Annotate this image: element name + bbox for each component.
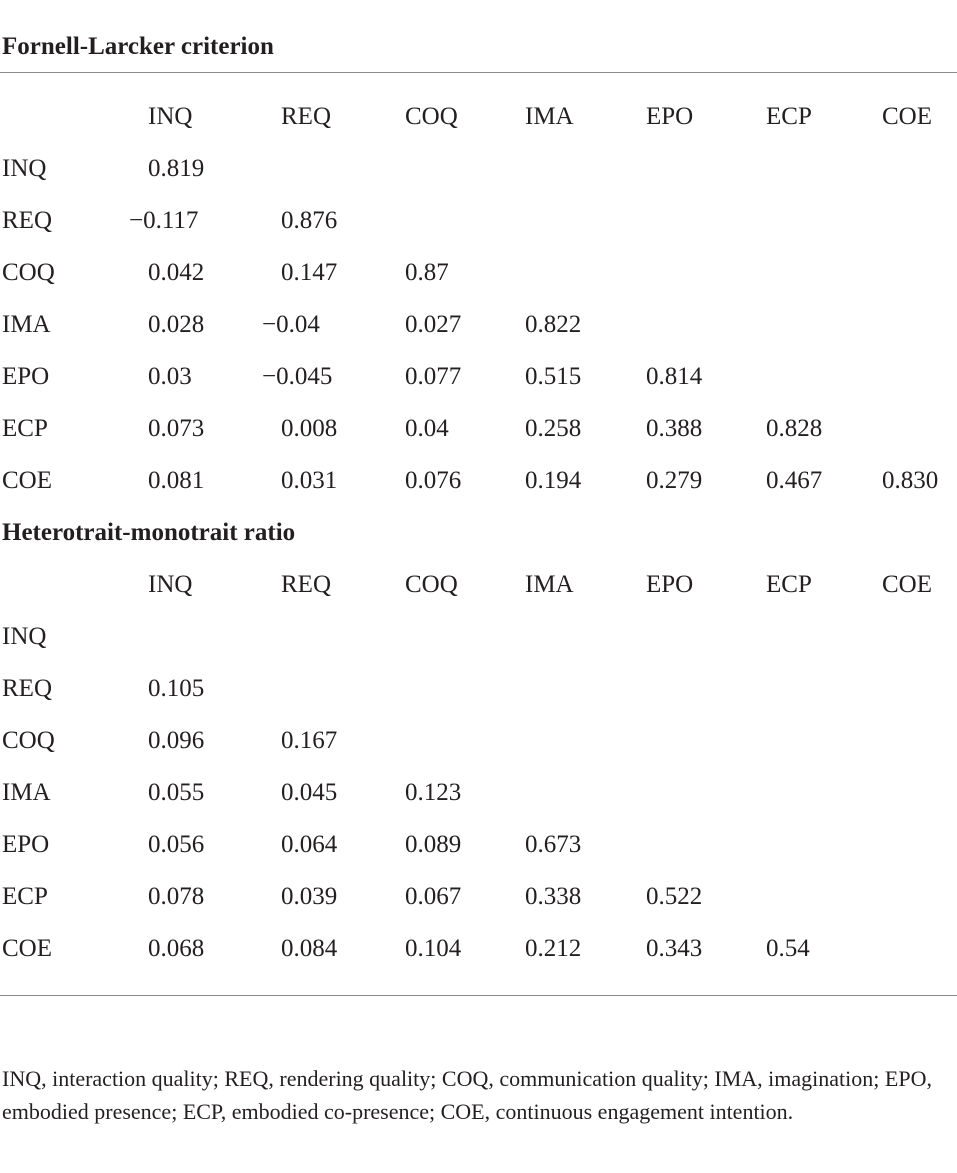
row-label: ECP bbox=[2, 883, 48, 910]
header-row bbox=[0, 102, 957, 132]
top-rule bbox=[0, 72, 957, 73]
table-cell: 0.814 bbox=[646, 363, 703, 390]
table-cell: 0.096 bbox=[148, 727, 205, 754]
table-row bbox=[0, 726, 957, 756]
table-row bbox=[0, 414, 957, 444]
table-cell: 0.067 bbox=[405, 883, 462, 910]
table-cell: 0.028 bbox=[148, 311, 205, 338]
table-cell: 0.279 bbox=[646, 467, 703, 494]
column-header-req: REQ bbox=[281, 103, 331, 130]
table-cell: 0.008 bbox=[281, 415, 338, 442]
table-cell: 0.084 bbox=[281, 935, 338, 962]
table-cell: 0.343 bbox=[646, 935, 703, 962]
column-header-epo: EPO bbox=[646, 103, 694, 130]
column-header-coq: COQ bbox=[405, 103, 458, 130]
table-cell: 0.830 bbox=[882, 467, 939, 494]
table-cell: 0.123 bbox=[405, 779, 462, 806]
table-cell: 0.081 bbox=[148, 467, 205, 494]
section-title-htmt: Heterotrait-monotrait ratio bbox=[2, 519, 296, 546]
table-cell: 0.515 bbox=[525, 363, 582, 390]
row-label: INQ bbox=[2, 155, 47, 182]
table-cell: 0.039 bbox=[281, 883, 338, 910]
column-header-coe: COE bbox=[882, 103, 932, 130]
table-row bbox=[0, 310, 957, 340]
table-cell: 0.822 bbox=[525, 311, 582, 338]
table-row bbox=[0, 362, 957, 392]
table-cell: 0.068 bbox=[148, 935, 205, 962]
column-header-coe: COE bbox=[882, 571, 932, 598]
table-cell: −0.117 bbox=[129, 207, 199, 234]
row-label: REQ bbox=[2, 207, 52, 234]
table-cell: 0.212 bbox=[525, 935, 582, 962]
table-row bbox=[0, 830, 957, 860]
table-row bbox=[0, 674, 957, 704]
table-cell: 0.045 bbox=[281, 779, 338, 806]
table-row bbox=[0, 154, 957, 184]
table-row bbox=[0, 778, 957, 808]
column-header-ima: IMA bbox=[525, 571, 574, 598]
row-label: ECP bbox=[2, 415, 48, 442]
table-cell: 0.167 bbox=[281, 727, 338, 754]
table-cell: 0.258 bbox=[525, 415, 582, 442]
row-label: COQ bbox=[2, 727, 55, 754]
table-row bbox=[0, 258, 957, 288]
table-cell: 0.076 bbox=[405, 467, 462, 494]
row-label: COQ bbox=[2, 259, 55, 286]
table-cell: 0.388 bbox=[646, 415, 703, 442]
footnote: INQ, interaction quality; REQ, rendering quality; COQ, communication quality; IMA, imagination; EPO, embodied presence; ECP, embodied co-presence; COE, continuous engagement intention. bbox=[2, 1066, 932, 1124]
row-label: COE bbox=[2, 935, 52, 962]
column-header-ima: IMA bbox=[525, 103, 574, 130]
column-header-ecp: ECP bbox=[766, 571, 812, 598]
table-row bbox=[0, 622, 957, 652]
row-label: EPO bbox=[2, 831, 50, 858]
table-cell: 0.467 bbox=[766, 467, 823, 494]
bottom-rule bbox=[0, 995, 957, 996]
table-row bbox=[0, 934, 957, 964]
row-label: COE bbox=[2, 467, 52, 494]
table-cell: −0.04 bbox=[262, 311, 320, 338]
table-cell: 0.819 bbox=[148, 155, 205, 182]
column-header-ecp: ECP bbox=[766, 103, 812, 130]
table-cell: 0.876 bbox=[281, 207, 338, 234]
column-header-inq: INQ bbox=[148, 103, 193, 130]
table-row bbox=[0, 206, 957, 236]
table-cell: 0.078 bbox=[148, 883, 205, 910]
table-cell: 0.027 bbox=[405, 311, 462, 338]
section-title-fornell-larcker: Fornell-Larcker criterion bbox=[2, 33, 274, 60]
table-cell: 0.673 bbox=[525, 831, 582, 858]
row-label: EPO bbox=[2, 363, 50, 390]
table-cell: 0.055 bbox=[148, 779, 205, 806]
table-cell: 0.031 bbox=[281, 467, 338, 494]
row-label: IMA bbox=[2, 311, 51, 338]
column-header-req: REQ bbox=[281, 571, 331, 598]
table-cell: 0.54 bbox=[766, 935, 810, 962]
column-header-epo: EPO bbox=[646, 571, 694, 598]
table-row bbox=[0, 882, 957, 912]
table-cell: 0.073 bbox=[148, 415, 205, 442]
table-cell: 0.03 bbox=[148, 363, 192, 390]
table-cell: 0.522 bbox=[646, 883, 703, 910]
table-cell: 0.338 bbox=[525, 883, 582, 910]
table-cell: 0.056 bbox=[148, 831, 205, 858]
table-cell: 0.147 bbox=[281, 259, 338, 286]
table-row bbox=[0, 466, 957, 496]
column-header-coq: COQ bbox=[405, 571, 458, 598]
table-cell: 0.042 bbox=[148, 259, 205, 286]
table-cell: −0.045 bbox=[262, 363, 333, 390]
row-label: INQ bbox=[2, 623, 47, 650]
table-cell: 0.194 bbox=[525, 467, 582, 494]
table-cell: 0.077 bbox=[405, 363, 462, 390]
table-cell: 0.04 bbox=[405, 415, 449, 442]
row-label: IMA bbox=[2, 779, 51, 806]
table-cell: 0.87 bbox=[405, 259, 449, 286]
table-cell: 0.105 bbox=[148, 675, 205, 702]
column-header-inq: INQ bbox=[148, 571, 193, 598]
table-cell: 0.064 bbox=[281, 831, 338, 858]
table-cell: 0.104 bbox=[405, 935, 462, 962]
table-cell: 0.089 bbox=[405, 831, 462, 858]
table-cell: 0.828 bbox=[766, 415, 823, 442]
row-label: REQ bbox=[2, 675, 52, 702]
header-row bbox=[0, 570, 957, 600]
